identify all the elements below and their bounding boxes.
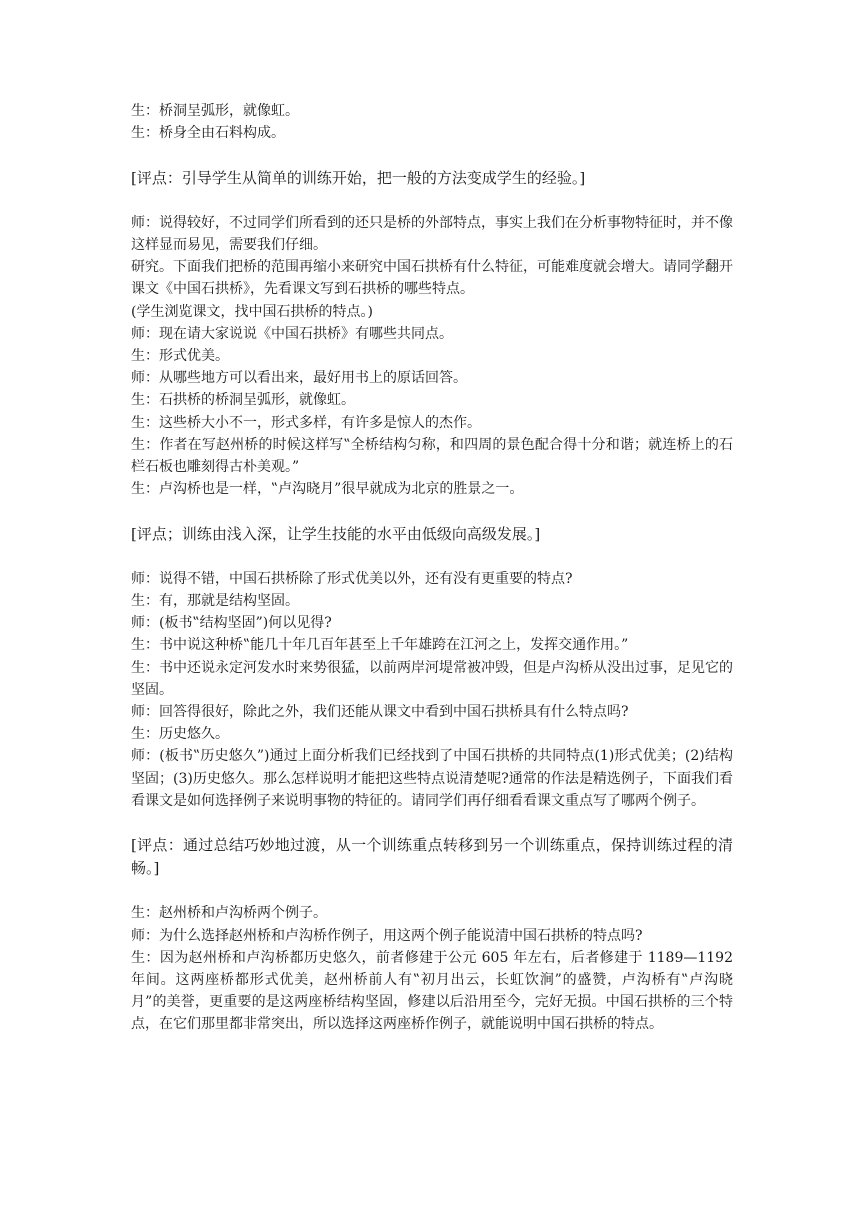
dialogue-line: 研究。下面我们把桥的范围再缩小来研究中国石拱桥有什么特征，可能难度就会增大。请同学翻开课文《中国石拱桥》，先看课文写到石拱桥的哪些特点。 [131, 259, 733, 298]
dialogue-line: 师：现在请大家说说《中国石拱桥》有哪些共同点。 [131, 325, 453, 342]
dialogue-line: 生：书中说这种桥‟能几十年几百年甚至上千年雄跨在江河之上，发挥交通作用。” [131, 637, 629, 654]
dialogue-line: 生：形式优美。 [131, 348, 229, 364]
blank-line [131, 880, 733, 902]
dialogue-line: 师：回答得很好，除此之外，我们还能从课文中看到中国石拱桥具有什么特点吗? [131, 704, 629, 721]
dialogue-line: 师：(板书‟历史悠久”)通过上面分析我们已经找到了中国石拱桥的共同特点(1)形式优美；(2)结构坚固；(3)历史悠久。那么怎样说明才能把这些特点说清楚呢?通常的作法是精选例子，下面我们看看课文是如何选择例子来说明事物的特征的。请同学们再仔细看看课文重点写了哪两个例子。 [131, 748, 733, 809]
dialogue-line: 生：石拱桥的桥洞呈弧形，就像虹。 [131, 392, 355, 409]
dialogue-line: 生：历史悠久。 [131, 726, 229, 743]
dialogue-line: 生：书中还说永定河发水时来势很猛，以前两岸河堤常被冲毁，但是卢沟桥从没出过事，足见它的坚固。 [131, 659, 733, 698]
dialogue-line: 生：桥身全由石料构成。 [131, 125, 285, 142]
blank-line [131, 500, 733, 522]
dialogue-line: 师：(板书‟结构坚固”)何以见得? [131, 615, 332, 632]
dialogue-line: 生：卢沟桥也是一样，‟卢沟晓月”很早就成为北京的胜景之一。 [131, 481, 524, 498]
blank-line [131, 144, 733, 166]
blank-line [131, 190, 733, 212]
comment-note: [评点：通过总结巧妙地过渡，从一个训练重点转移到另一个训练重点，保持训练过程的清畅。] [131, 836, 733, 878]
dialogue-line: 生：赵州桥和卢沟桥两个例子。 [131, 905, 327, 922]
dialogue-line: 师：从哪些地方可以看出来，最好用书上的原话回答。 [131, 370, 467, 387]
dialogue-line: 师：为什么选择赵州桥和卢沟桥作例子，用这两个例子能说清中国石拱桥的特点吗? [131, 927, 643, 944]
dialogue-line: 生：因为赵州桥和卢沟桥都历史悠久，前者修建于公元 605 年左右，后者修建于 1189—1192 年间。这两座桥都形式优美，赵州桥前人有‟初月出云，长虹饮涧”的盛赞，卢沟桥有‟卢沟晓月”的美誉，更重要的是这两座桥结构坚固，修建以后沿用至今，完好无损。中国石拱桥的三个特点，在它们那里都非常突出，所以选择这两座桥作例子，就能说明中国石拱桥的特点。 [131, 949, 733, 1033]
comment-note: [评点；训练由浅入深，让学生技能的水平由低级向高级发展。] [131, 524, 541, 543]
dialogue-line: (学生浏览课文，找中国石拱桥的特点。) [131, 303, 373, 320]
blank-line [131, 812, 733, 834]
document-body [131, 100, 733, 1036]
dialogue-line: 生：这些桥大小不一，形式多样，有许多是惊人的杰作。 [131, 414, 481, 431]
dialogue-line: 生：有，那就是结构坚固。 [131, 593, 299, 609]
dialogue-line: 生：作者在写赵州桥的时候这样写‟全桥结构匀称，和四周的景色配合得十分和谐；就连桥上的石栏石板也雕刻得古朴美观。” [131, 436, 733, 476]
dialogue-line: 师：说得较好，不过同学们所看到的还只是桥的外部特点，事实上我们在分析事物特征时，并不像这样显而易见，需要我们仔细。 [131, 214, 733, 253]
blank-line [131, 546, 733, 568]
dialogue-line: 生：桥洞呈弧形，就像虹。 [131, 103, 299, 119]
dialogue-line: 师：说得不错，中国石拱桥除了形式优美以外，还有没有更重要的特点? [131, 570, 573, 587]
comment-note: [评点：引导学生从简单的训练开始，把一般的方法变成学生的经验。] [131, 168, 586, 187]
